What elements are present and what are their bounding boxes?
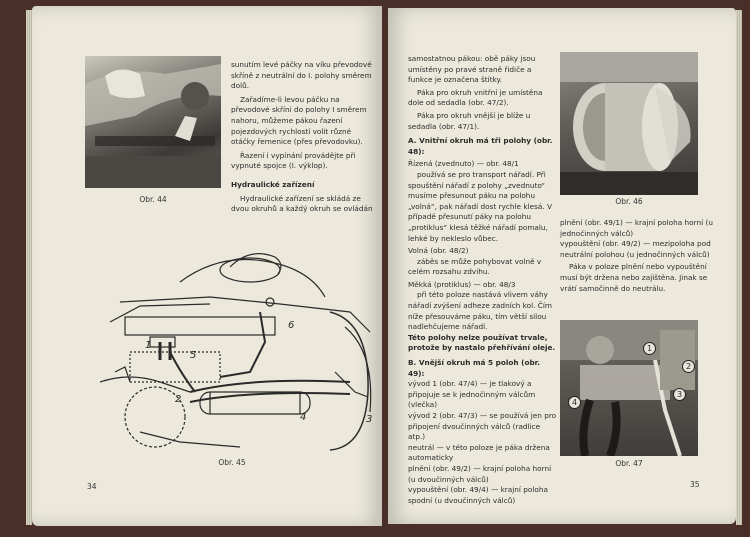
section-b-label-5: vypouštění (obr. 49/4) [408, 485, 489, 495]
fig45-label-1: 1 [145, 340, 152, 351]
section-b-text-5: — krajní poloha spodní (u dvoučinných válců) [408, 485, 548, 505]
fig47-label-1: 1 [643, 342, 656, 355]
fig47-photo [560, 320, 698, 456]
section-a-text-2: záběs se může pohybovat volně v celém rozsahu zdvihu. [408, 256, 542, 277]
fig47-label-2: 2 [682, 360, 695, 373]
section-b-label-3: neutrál [408, 442, 435, 452]
fig45-diagram [100, 242, 382, 454]
fig45-label-3: 3 [366, 414, 373, 425]
section-b-label-2: vývod 2 (obr. 47/3) [408, 411, 478, 420]
section-a-heading: A. Vnitřní okruh má tři polohy (obr. 48): [408, 136, 553, 156]
section-a-text-3: při této poloze nastává vlivem váhy nářadí zvýšení adheze zadních kol. Čím níže přesouváme páku, tím větší silou nadlehčujeme nářadí. [408, 290, 552, 332]
section-b-text-2: — se používá jen pro připojení dvoučinných válců (radlice atp.) [408, 411, 557, 442]
fig44-photo [85, 56, 221, 188]
paragraph-inner-lever: Páka pro okruh vnitřní je umístěna dole od sedadla (obr. 47/2). [408, 87, 543, 108]
section-b-label-4: plnění (obr. 49/2) [408, 463, 471, 473]
fig45-label-4: 4 [300, 412, 307, 423]
fig44-caption: Obr. 44 [139, 195, 167, 204]
fig45-label-5: 5 [190, 350, 197, 361]
left-column-text [231, 60, 375, 215]
left-paragraph-3: Řazení i vypínání provádějte při vypnuté spojce (I. výklop). [231, 150, 356, 171]
col2-item-2 [560, 239, 720, 260]
section-b-text-4: — krajní poloha horní (u dvoučinných válců) [408, 463, 552, 484]
right-right-column [560, 218, 720, 294]
col2-text-2: — mezipoloha pod neutrální polohou (u jednočinných válců) [560, 239, 711, 259]
section-a-label-2: Volná (obr. 48/2) [408, 246, 469, 256]
hydraulic-heading: Hydraulické zařízení [231, 179, 315, 189]
col2-label-2: vypouštění (obr. 49/2) [560, 239, 641, 249]
fig45-caption: Obr. 45 [218, 458, 246, 467]
left-page-number: 34 [87, 482, 97, 491]
section-a-warning: Této polohy nelze používat trvale, protože by nastalo přehřívání oleje. [408, 332, 556, 353]
section-b-item-4 [408, 464, 558, 485]
section-a-label-3: Měkká (protiklus) — obr. 48/3 [408, 279, 516, 289]
intro-text: samostatnou pákou: obě páky jsou umístěny po pravé straně řidiče a funkce je označena štítky. [408, 54, 536, 85]
section-b-text-3: — v této poloze je páka držena automaticky [408, 442, 550, 463]
left-page [32, 6, 382, 526]
section-a-text-1: používá se pro transport nářadí. Při spouštění nářadí z polohy „zvednuto“ musíme přesunout páku na polohu „volná“, pak nářadí dost rychle klesá. V případě přesunutí páky na polohu „protiklus“ klesá těžké nářadí pomalu, lehké by nekleslo vůbec. [408, 169, 552, 243]
fig46-caption: Obr. 46 [615, 197, 643, 206]
left-paragraph-2: Zařadíme-li levou páčku na převodové skříni do polohy I směrem nahoru, můžeme pákou řazení pojezdových rychlostí volit různé otáčky řemenice (přes převodovku). [231, 94, 367, 147]
fig46-photo [560, 52, 698, 195]
col2-item-1 [560, 218, 720, 239]
right-page-number: 35 [690, 480, 700, 489]
paragraph-outer-lever: Páka pro okruh vnější je blíže u sedadla (obr. 47/1). [408, 110, 531, 131]
fig45-label-6: 6 [288, 320, 295, 331]
col2-text-1: — krajní poloha horní (u jednočinných válců) [560, 218, 713, 238]
col2-paragraph: Páka v poloze plnění nebo vypouštění musí být držena nebo zajištěna. Jinak se vrátí samočinně do neutrálu. [560, 262, 708, 293]
fig47-label-4: 4 [568, 396, 581, 409]
right-left-column [408, 54, 558, 506]
fig47-label-3: 3 [673, 388, 686, 401]
section-b-item-3 [408, 443, 558, 464]
section-b-item-5 [408, 485, 558, 506]
section-b-item-2 [408, 411, 558, 443]
left-paragraph-1: sunutím levé páčky na víku převodové skříně z neutrální do I. polohy směrem dolů. [231, 60, 372, 91]
col2-label-1: plnění (obr. 49/1) [560, 218, 623, 227]
section-b-text-1: — je tlakový a připojuje se k jednočinným válcům (vlečka) [408, 379, 536, 410]
section-a-label-1: Řízená (zvednuto) — obr. 48/1 [408, 159, 519, 169]
section-b-heading: B. Vnější okruh má 5 poloh (obr. 49): [408, 358, 541, 378]
right-page [388, 8, 736, 524]
hydraulic-paragraph: Hydraulické zařízení se skládá ze dvou okruhů a každý okruh se ovládán [231, 193, 373, 214]
fig47-caption: Obr. 47 [615, 459, 643, 468]
right-page-edges [736, 10, 742, 525]
section-b-label-1: vývod 1 (obr. 47/4) [408, 379, 478, 389]
section-b-item-1 [408, 379, 558, 411]
fig45-label-2: 2 [175, 394, 182, 405]
